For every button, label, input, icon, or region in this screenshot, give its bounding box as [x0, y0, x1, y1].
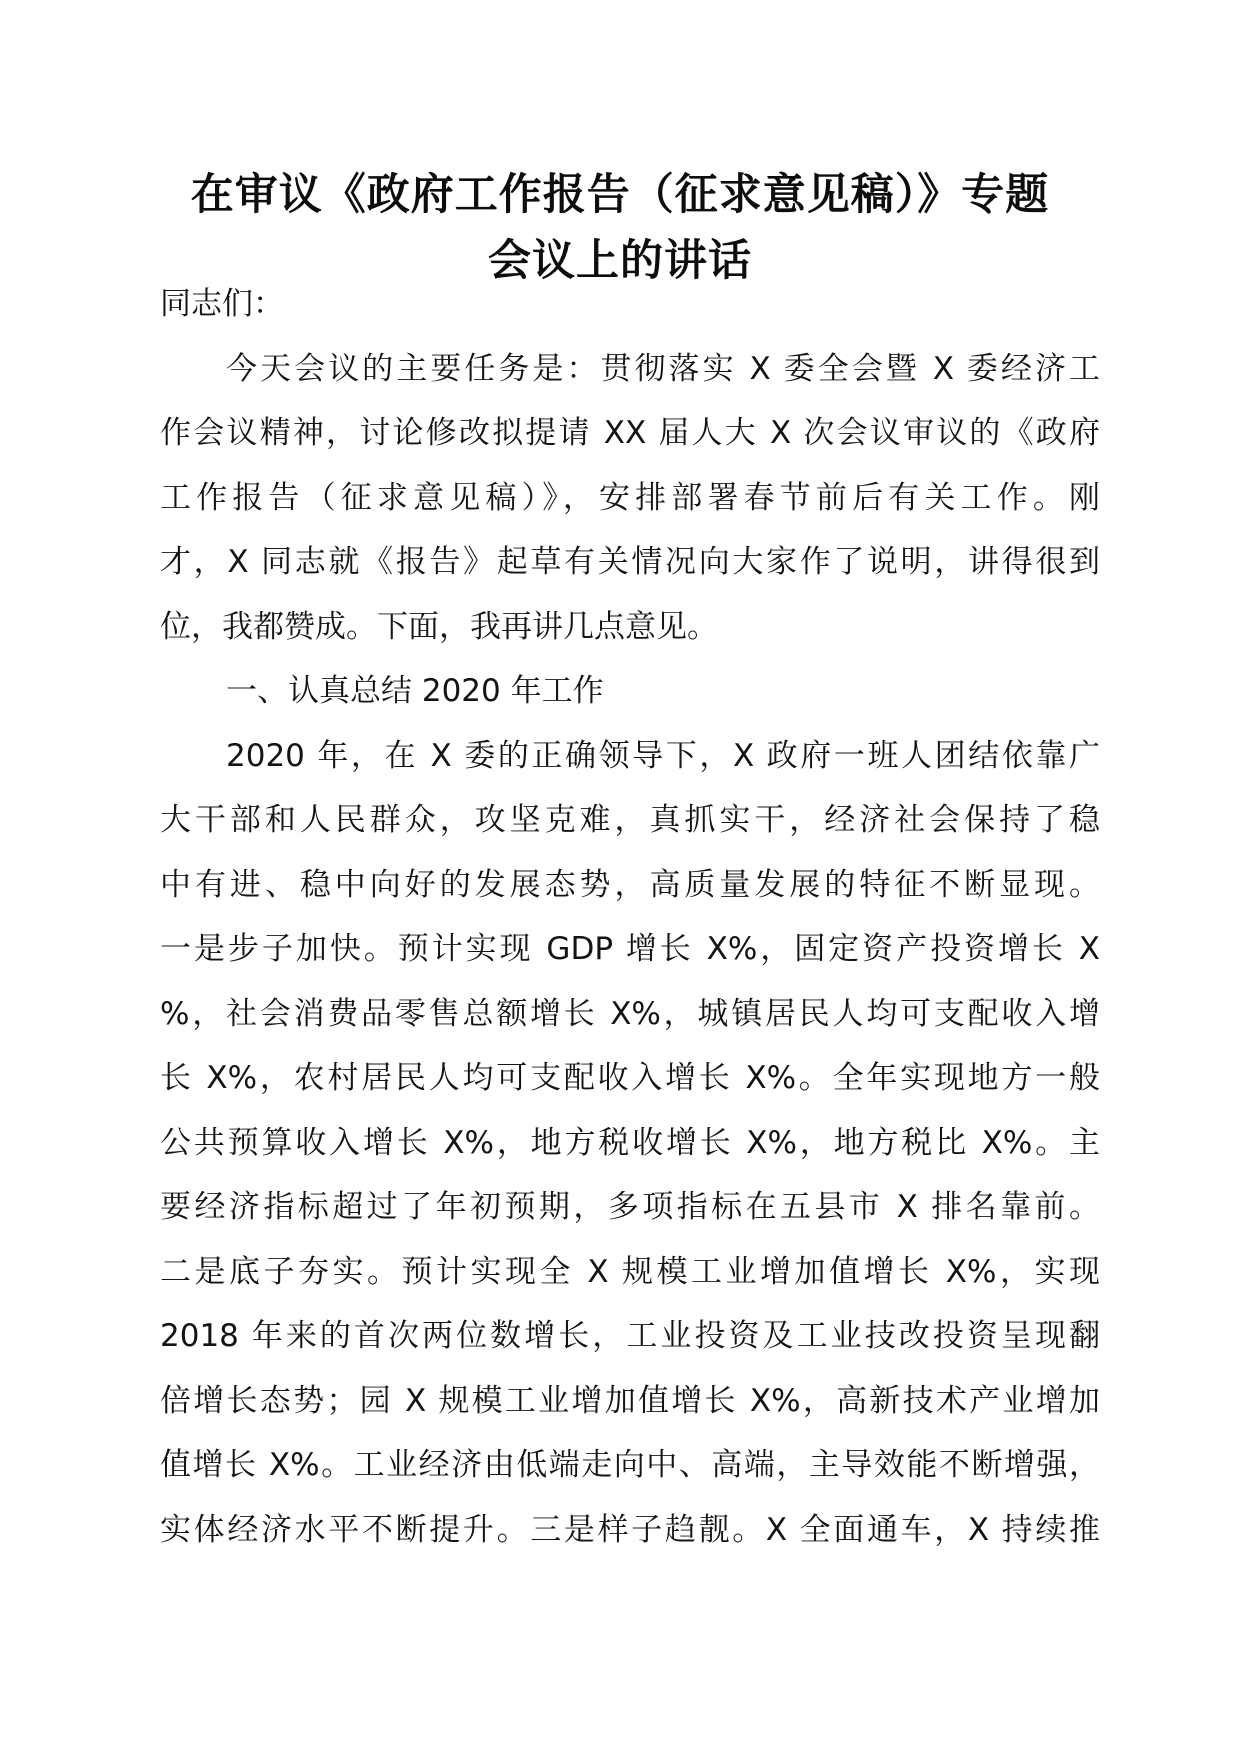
paragraph-line: 工作报告（征求意见稿）》，安排部署春节前后有关工作。刚	[160, 479, 1100, 516]
paragraph-line: 才，X 同志就《报告》起草有关情况向大家作了说明，讲得很到	[160, 544, 1100, 580]
paragraph-line: 中有进、稳中向好的发展态势，高质量发展的特征不断显现。	[160, 866, 1100, 903]
paragraph-line: 作会议精神，讨论修改拟提请 XX 届人大 X 次会议审议的《政府	[160, 415, 1100, 451]
paragraph-line: 大干部和人民群众，攻坚克难，真抓实干，经济社会保持了稳	[160, 802, 1100, 838]
paragraph-line: 2020 年，在 X 委的正确领导下，X 政府一班人团结依靠广	[226, 737, 1100, 774]
paragraph-line: 今天会议的主要任务是：贯彻落实 X 委全会暨 X 委经济工	[226, 350, 1100, 387]
salutation: 同志们：	[160, 286, 284, 322]
title-line-1: 在审议《政府工作报告（征求意见稿）》专题	[190, 170, 1050, 220]
paragraph-line: 一是步子加快。预计实现 GDP 增长 X%，固定资产投资增长 X	[160, 931, 1100, 967]
paragraph-line: 2018 年来的首次两位数增长，工业投资及工业技改投资呈现翻	[160, 1318, 1100, 1354]
title-line-2: 会议上的讲话	[488, 236, 752, 286]
paragraph-line: 值增长 X%。工业经济由低端走向中、高端，主导效能不断增强，	[160, 1447, 1100, 1483]
document-body	[160, 272, 1100, 1562]
paragraph-line: 倍增长态势；园 X 规模工业增加值增长 X%，高新技术产业增加	[160, 1382, 1100, 1419]
paragraph-line: %，社会消费品零售总额增长 X%，城镇居民人均可支配收入增	[160, 995, 1100, 1032]
section-heading: 一、认真总结 2020 年工作	[226, 673, 604, 709]
paragraph-line: 二是底子夯实。预计实现全 X 规模工业增加值增长 X%，实现	[160, 1253, 1100, 1290]
paragraph-line: 位，我都赞成。下面，我再讲几点意见。	[160, 608, 718, 645]
paragraph-line: 长 X%，农村居民人均可支配收入增长 X%。全年实现地方一般	[160, 1060, 1100, 1096]
paragraph-line: 公共预算收入增长 X%，地方税收增长 X%，地方税比 X%。主	[160, 1124, 1100, 1161]
paragraph-line: 实体经济水平不断提升。三是样子趋靓。X 全面通车，X 持续推	[160, 1511, 1100, 1548]
paragraph-line: 要经济指标超过了年初预期，多项指标在五县市 X 排名靠前。	[160, 1189, 1100, 1225]
